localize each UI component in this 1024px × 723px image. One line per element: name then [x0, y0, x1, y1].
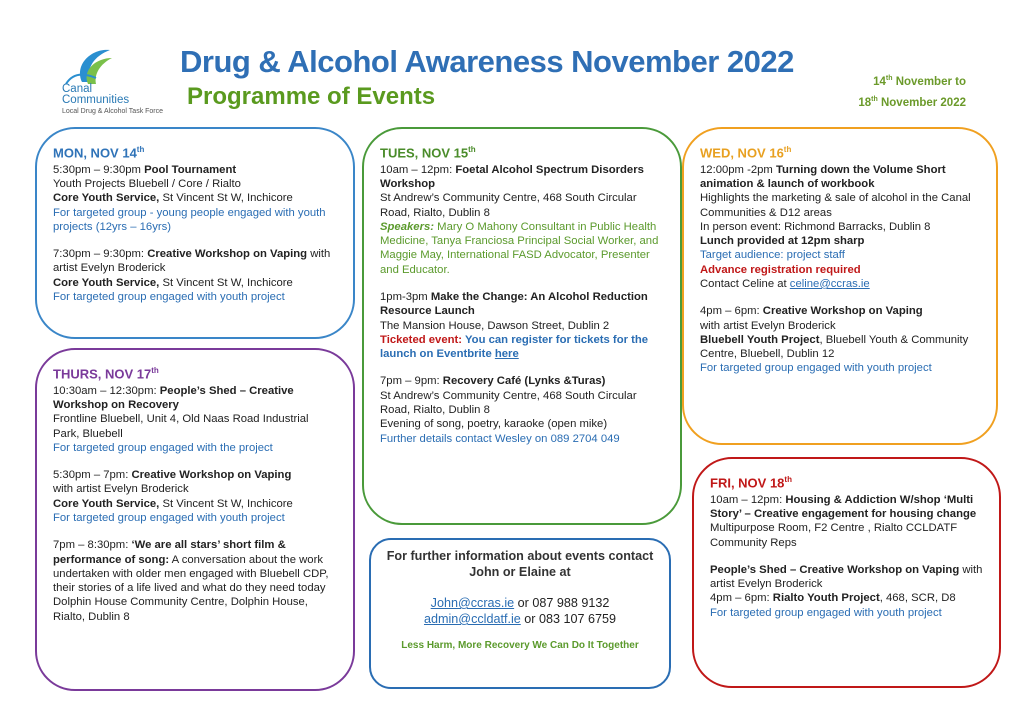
- mon-event1-note: For targeted group - young people engaged with youth projects (12yrs – 16yrs): [53, 206, 326, 233]
- date-to-sup: th: [871, 95, 878, 103]
- tue-event3: 7pm – 9pm: Recovery Café (Lynks &Turas): [380, 375, 606, 388]
- wed-event1-advance-registration: Advance registration required: [700, 263, 861, 276]
- fri-event2-note: For targeted group engaged with youth project: [710, 606, 942, 619]
- tue-event1-addr: St Andrew’s Community Centre, 468 South Circular Road, Rialto, Dublin 8: [380, 192, 637, 219]
- wed-event1-desc: Highlights the marketing & sale of alcohol in the Canal Communities & D12 areas: [700, 192, 971, 219]
- tagline: Less Harm, More Recovery We Can Do It Together: [401, 640, 639, 651]
- celine-email-link[interactable]: celine@ccras.ie: [789, 278, 870, 290]
- logo-line3: Local Drug & Alcohol Task Force: [62, 108, 164, 115]
- date-to-day: 18: [858, 96, 872, 109]
- logo-line1: Canal: [62, 83, 93, 95]
- mon-event2: 7:30pm – 9:30pm: Creative Workshop on Vaping with artist Evelyn Broderick: [53, 248, 331, 275]
- thu-event2-note: For targeted group engaged with youth project: [53, 512, 285, 524]
- tue-event2-addr: The Mansion House, Dawson Street, Dublin 2: [380, 319, 610, 332]
- mon-event2-note: For targeted group engaged with youth project: [53, 291, 285, 303]
- thu-event2-artist: with artist Evelyn Broderick: [53, 483, 189, 496]
- page-title: Drug & Alcohol Awareness November 2022: [180, 44, 794, 79]
- page-subtitle: Programme of Events: [187, 83, 436, 110]
- wed-event2-note: For targeted group engaged with youth project: [700, 362, 932, 375]
- john-email-link[interactable]: John@ccras.ie: [430, 596, 515, 610]
- tue-event3-desc: Evening of song, poetry, karaoke (open mike): [380, 418, 608, 431]
- wed-event2: 4pm – 6pm: Creative Workshop on Vaping: [700, 305, 923, 318]
- tue-event3-note: Further details contact Wesley on 089 2704 049: [380, 432, 620, 445]
- monday-heading: MON, NOV 14th: [53, 145, 145, 161]
- logo-line2: Communities: [62, 94, 130, 106]
- tue-event2: 1pm-3pm Make the Change: An Alcohol Reduction Resource Launch: [380, 291, 648, 318]
- wednesday-events-box: [682, 127, 998, 445]
- thu-event3: 7pm – 8:30pm: ‘We are all stars’ short film & performance of song: A conversation about the work undertaken with older men engaged with Bluebell CDP, their stories of a life lived and what do they need today: [53, 539, 329, 595]
- thursday-heading: THURS, NOV 17th: [53, 366, 159, 382]
- mon-event2-venue: Core Youth Service, St Vincent St W, Inchicore: [53, 276, 293, 289]
- contact-info-box: [369, 538, 671, 689]
- mon-event1-line2: Youth Projects Bluebell / Core / Rialto: [53, 177, 241, 190]
- mon-event1: 5:30pm – 9:30pm Pool Tournament: [53, 163, 237, 176]
- thursday-events-box: [35, 348, 355, 691]
- fri-event2-venue: 4pm – 6pm: Rialto Youth Project, 468, SCR, D8: [710, 592, 956, 605]
- thu-event1-note: For targeted group engaged with the project: [53, 441, 273, 454]
- tuesday-heading: TUES, NOV 15th: [380, 145, 476, 161]
- fri-event2: People’s Shed – Creative Workshop on Vaping with artist Evelyn Broderick: [710, 563, 983, 591]
- wed-event1-venue: In person event: Richmond Barracks, Dublin 8: [700, 220, 931, 233]
- contact-john: John@ccras.ie or 087 988 9132: [430, 596, 610, 610]
- contact-admin: admin@ccldatf.ie or 083 107 6759: [423, 612, 617, 626]
- date-from-rest: November to: [892, 75, 966, 88]
- friday-events-box: [692, 457, 1001, 688]
- wed-event1: 12:00pm -2pm Turning down the Volume Short animation & launch of workbook: [700, 163, 946, 190]
- contact-prompt: For further information about events contact John or Elaine at: [386, 549, 654, 579]
- friday-heading: FRI, NOV 18th: [710, 475, 792, 491]
- logo-text: [62, 84, 163, 117]
- wed-event1-lunch: Lunch provided at 12pm sharp: [700, 235, 865, 248]
- tue-event3-addr: St Andrew’s Community Centre, 468 South Circular Road, Rialto, Dublin 8: [380, 389, 637, 417]
- wed-event2-artist: with artist Evelyn Broderick: [700, 319, 836, 332]
- date-from-day: 14: [873, 75, 886, 88]
- wed-event2-venue: Bluebell Youth Project, Bluebell Youth & Community Centre, Bluebell, Dublin 12: [700, 333, 969, 361]
- wed-event1-audience: Target audience: project staff: [700, 249, 845, 262]
- mon-event1-venue: Core Youth Service, St Vincent St W, Inchicore: [53, 192, 293, 205]
- fri-event1-addr: Multipurpose Room, F2 Centre , Rialto CCLDATF Community Reps: [710, 522, 958, 549]
- thu-event2-venue: Core Youth Service, St Vincent St W, Inchicore: [53, 497, 293, 510]
- thu-event1: 10:30am – 12:30pm: People’s Shed – Creative Workshop on Recovery: [53, 384, 294, 411]
- tue-event1-speakers: Speakers: Mary O Mahony Consultant in Public Health Medicine, Tanya Franciosa Principal Social Worker, and Maggie May, International FASD Advocator, Presenter and Educator.: [380, 220, 659, 276]
- date-to-rest: November 2022: [877, 96, 966, 109]
- wednesday-heading: WED, NOV 16th: [700, 145, 792, 161]
- wed-event1-contact: Contact Celine at celine@ccras.ie: [700, 278, 870, 290]
- tuesday-events-box: [362, 127, 682, 525]
- thu-event2: 5:30pm – 7pm: Creative Workshop on Vaping: [53, 469, 292, 482]
- thu-event3-addr: Dolphin House Community Centre, Dolphin House, Rialto, Dublin 8: [53, 596, 308, 623]
- admin-email-link[interactable]: admin@ccldatf.ie: [423, 612, 521, 626]
- thu-event1-addr: Frontline Bluebell, Unit 4, Old Naas Road Industrial Park, Bluebell: [53, 413, 309, 440]
- date-from-sup: th: [885, 75, 893, 82]
- fri-event1: 10am – 12pm: Housing & Addiction W/shop ‘Multi Story’ – Creative engagement for housing change: [710, 493, 977, 520]
- tue-event1: 10am – 12pm: Foetal Alcohol Spectrum Disorders Workshop: [380, 163, 644, 190]
- date-range: [858, 70, 966, 112]
- monday-events-box: [35, 127, 355, 339]
- eventbrite-link[interactable]: here: [494, 348, 519, 361]
- tue-event2-tickets: Ticketed event: You can register for tickets for the launch on Eventbrite here: [380, 333, 649, 361]
